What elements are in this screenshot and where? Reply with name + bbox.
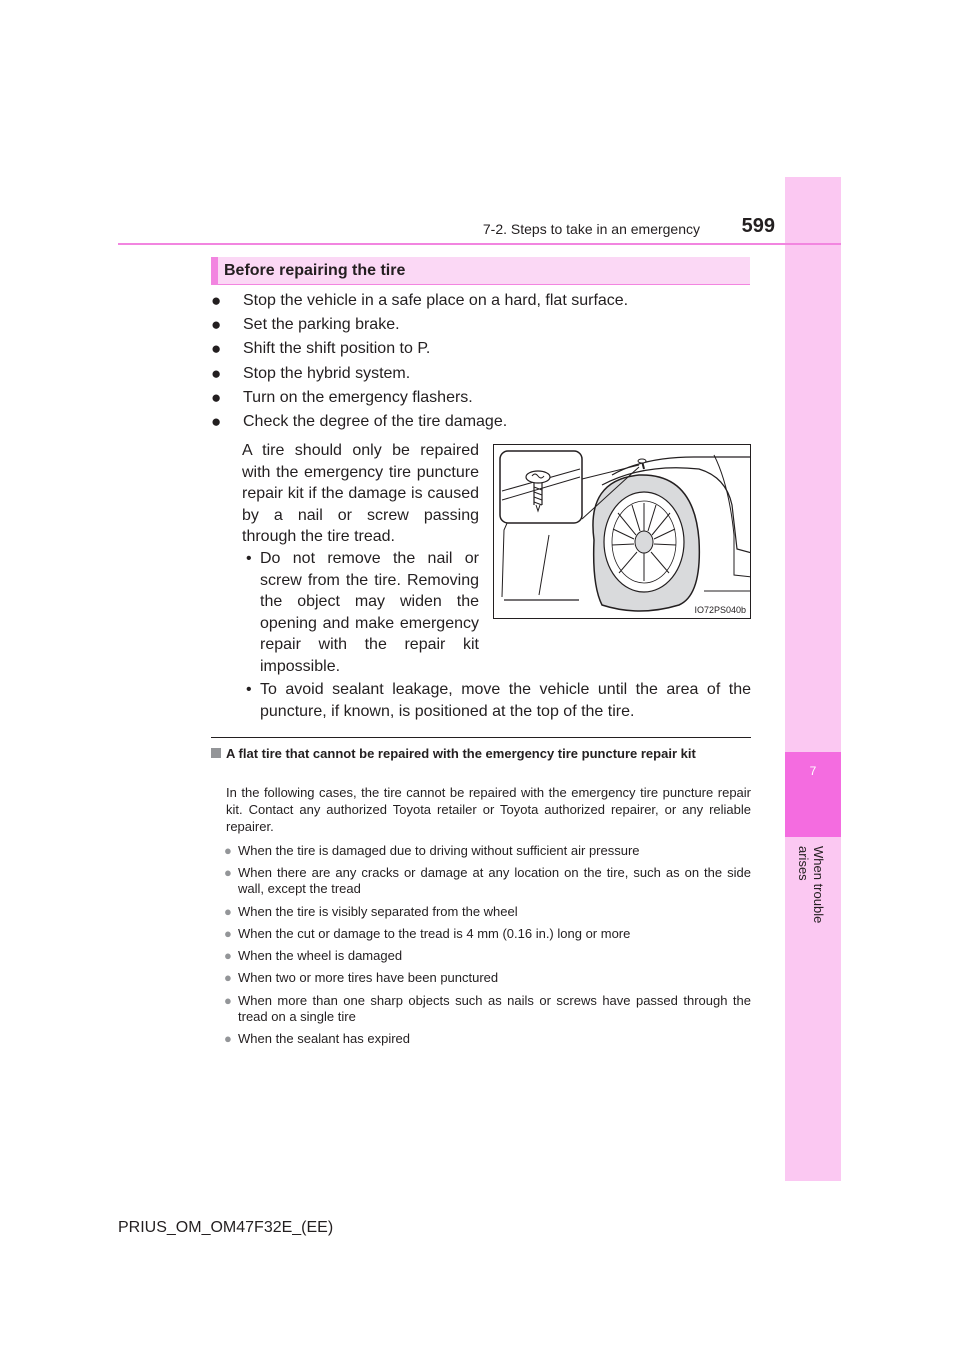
bullet-icon: ● xyxy=(224,903,232,919)
note-heading-text: A flat tire that cannot be repaired with the emergency tire puncture repair kit xyxy=(226,746,696,761)
bullet-icon: ● xyxy=(224,948,232,964)
header-section-title: 7-2. Steps to take in an emergency xyxy=(482,221,700,237)
sub-bullet-icon: • xyxy=(246,550,252,567)
footer-model-code: PRIUS_OM_OM47F32E_(EE) xyxy=(118,1219,334,1236)
step-item: ● Check the degree of the tire damage. xyxy=(211,411,508,431)
square-bullet-icon xyxy=(211,748,221,758)
step-item: ● Shift the shift position to P. xyxy=(211,339,431,359)
bullet-icon: ● xyxy=(224,970,232,986)
section-heading xyxy=(211,257,750,285)
sub-bullet-text: To avoid sealant leakage, move the vehicle until the area of the puncture, if known, is positioned at the top of the tire. xyxy=(260,681,751,720)
section-divider xyxy=(211,737,751,738)
damage-paragraph: A tire should only be repaired with the emergency tire puncture repair kit if the damage is caused by a nail or screw passing through the tire tread. xyxy=(242,442,479,546)
bullet-icon: ● xyxy=(224,1031,232,1047)
chapter-number: 7 xyxy=(809,764,817,778)
bullet-icon: ● xyxy=(211,339,222,359)
step-item: ● Stop the hybrid system. xyxy=(211,363,411,383)
flat-tire-drawing xyxy=(494,445,751,619)
tire-illustration xyxy=(493,444,751,619)
list-item: ● When the tire is damaged due to driving without sufficient air pressure xyxy=(224,843,640,858)
step-item: ● Set the parking brake. xyxy=(211,315,400,335)
list-item: ● When the cut or damage to the tread is 4 mm (0.16 in.) long or more xyxy=(224,925,631,941)
list-item: ● When the wheel is damaged xyxy=(224,948,403,964)
section-heading-label: Before repairing the tire xyxy=(224,262,406,279)
chapter-title: When trouble arises xyxy=(796,846,826,924)
step-item: ● Turn on the emergency flashers. xyxy=(211,387,473,407)
bullet-icon: ● xyxy=(211,363,222,383)
bullet-icon: ● xyxy=(211,411,222,431)
bullet-icon: ● xyxy=(224,843,232,858)
sub-bullet-item xyxy=(246,679,751,722)
list-item: ● When the tire is visibly separated from the wheel xyxy=(224,903,518,919)
sub-bullet-text: Do not remove the nail or screw from the tire. Removing the object may widen the opening and make emergency repair with the repair kit impossible. xyxy=(260,550,479,675)
list-item: ● When two or more tires have been punctured xyxy=(224,970,499,986)
bullet-icon: ● xyxy=(211,315,222,335)
side-tab xyxy=(785,177,841,1181)
bullet-icon: ● xyxy=(211,291,222,310)
sub-bullet-icon: • xyxy=(246,681,252,698)
note-heading xyxy=(211,745,751,762)
page-number: 599 xyxy=(741,215,775,237)
step-item: ● Stop the vehicle in a safe place on a hard, flat surface. xyxy=(211,291,629,310)
note-body: In the following cases, the tire cannot be repaired with the emergency tire puncture repair kit. Contact any authorized Toyota retailer or Toyota authorized repairer, or any reliable repairer. xyxy=(226,785,751,834)
list-item: ● When more than one sharp objects such as nails or screws have passed through the tread on a single tire xyxy=(224,992,751,1024)
sub-bullet-item xyxy=(246,548,479,678)
bullet-icon: ● xyxy=(224,925,232,941)
cause-list xyxy=(224,843,751,1053)
figure-label: IO72PS040b xyxy=(694,605,746,615)
list-item: ● When the sealant has expired xyxy=(224,1031,410,1047)
list-item: ● When there are any cracks or damage at any location on the tire, such as on the side wall, except the tread xyxy=(224,865,751,897)
steps-list xyxy=(211,291,751,436)
bullet-icon: ● xyxy=(224,865,232,881)
bullet-icon: ● xyxy=(224,992,232,1008)
section-heading-bar xyxy=(211,257,218,285)
header-rule xyxy=(118,243,841,245)
bullet-icon: ● xyxy=(211,387,222,407)
